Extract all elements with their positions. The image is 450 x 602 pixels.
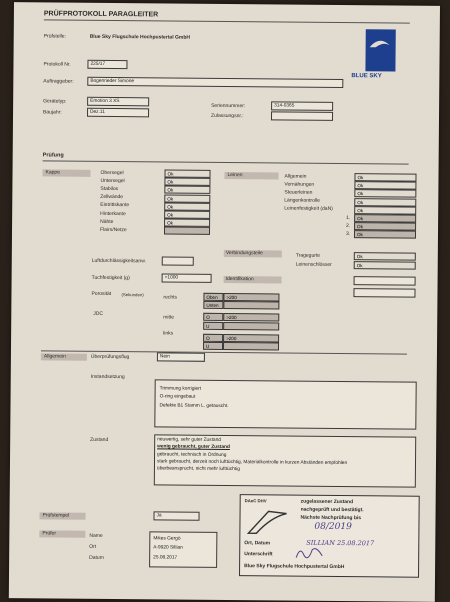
zustand-option: gebraucht, technisch in Ordnung: [157, 451, 227, 458]
pruefer-box: [149, 531, 217, 568]
auftraggeber-label: Auftraggeber:: [43, 78, 74, 85]
ueberpruefungsflug-label: Überprüfungsflug: [90, 353, 130, 361]
leinen-number: 2.: [346, 222, 351, 229]
leinen-item-label: Steuerleinen: [284, 189, 313, 196]
porositaet-value: [223, 301, 279, 309]
pruefer-ort: A-9920 Sillian: [153, 545, 183, 551]
leinen-item-label: Längenkontrolle: [284, 197, 320, 204]
leinen-item-value: Ok: [354, 181, 416, 190]
pruefer-label: Prüfer: [42, 530, 57, 537]
porositaet-value: >200: [223, 334, 279, 342]
porositaet-value: >200: [223, 313, 279, 321]
geraetetyp-field: Emotion 3 XS: [87, 97, 149, 107]
leinen-number-value: Ok: [354, 231, 416, 240]
ueberpruefungsflug-field: Nein: [157, 352, 205, 361]
zustand-box: [154, 434, 416, 487]
leinen-item-value: Ok: [354, 206, 416, 215]
instandsetzung-label: Instandsetzung: [90, 373, 125, 381]
kappe-item-value: Ok: [164, 178, 210, 186]
ident-field: [354, 276, 416, 286]
signature-icon: [294, 546, 324, 562]
kappe-item-label: Obersegel: [100, 169, 124, 176]
porositaet-value: [223, 322, 279, 330]
porositaet-value: >200: [223, 293, 279, 301]
dhv-glider-icon: [246, 507, 288, 537]
auftraggeber-field: Bogenrieder Simone: [87, 77, 343, 88]
kappe-label: Kappe: [45, 169, 61, 176]
baujahr-label: Baujahr:: [43, 109, 62, 116]
rechts-label: rechts: [163, 294, 178, 301]
glider-icon: [365, 29, 395, 71]
porositaet-value: [223, 342, 279, 350]
stamp-logo-text: DAeC DHV: [244, 498, 267, 504]
allgemein-label: Allgemein: [43, 353, 66, 360]
pruefung-title: Prüfung: [42, 152, 64, 159]
porositaet-side: O: [203, 313, 223, 321]
kappe-item-label: Hinterkante: [100, 210, 126, 217]
tuch-label: Tuchfestigkeit (g): [91, 274, 130, 282]
protokoll-field: 225/17: [87, 60, 127, 69]
porositaet-unit: (Sekunden): [121, 292, 144, 298]
seriennummer-label: Seriennummer:: [211, 102, 246, 110]
verbindungsteile-label: Verbindungsteile: [225, 249, 263, 257]
leinen-numbered-list: [14, 2, 440, 6]
kappe-item-value: Ok: [164, 194, 210, 202]
kappe-item-value: Ok: [164, 210, 210, 218]
stamp-line1: zugelassener Zustand: [300, 498, 354, 506]
kappe-item-value: Ok: [164, 186, 210, 194]
pruefer-datum: 25.08.2017: [153, 554, 178, 561]
stamp-company: Blue Sky Flugschule Hochpustertal GmbH: [244, 563, 345, 571]
links-label: links: [163, 330, 174, 337]
geraetetyp-label: Gerätetyp:: [43, 98, 67, 105]
leinen-list: [14, 2, 440, 6]
datum-label: Datum: [89, 554, 104, 561]
blue-sky-logo: [365, 29, 395, 71]
kappe-list: [14, 2, 440, 6]
ident-label: Identifikation: [225, 275, 254, 283]
kappe-item-label: Untersegel: [100, 177, 125, 184]
leinen-item-label: Vernähungen: [284, 181, 315, 188]
zustand-option: überbeansprucht, nicht mehr lufttüchtig: [156, 466, 240, 473]
zulassung-label: Zulassungsnr.:: [210, 112, 244, 120]
zustand-option-selected: wenig gebraucht, guter Zustand: [157, 444, 230, 451]
unterschrift-label: Unterschrift: [244, 551, 273, 558]
porositaet-table: [14, 2, 440, 6]
ident-field-2: [353, 288, 415, 298]
kappe-item-value: Ok: [164, 202, 210, 210]
luft-field: [162, 256, 194, 265]
mitte-label: mitte: [163, 314, 175, 321]
zustand-label: Zustand: [90, 436, 109, 443]
leinen-item-value: Ok: [354, 190, 416, 199]
jdc-label: JDC: [93, 310, 104, 317]
leinen-item-value: Ok: [354, 173, 416, 182]
approval-stamp: [239, 494, 420, 578]
porositaet-side: U: [203, 342, 223, 350]
leinen-item-value: Ok: [354, 198, 416, 207]
kappe-item-label: Nähte: [100, 218, 114, 225]
porositaet-side: O: [203, 334, 223, 342]
verbindung-list: [14, 2, 440, 6]
instandsetzung-line: Defekte B1 Stamm L. getauscht.: [159, 402, 229, 409]
leinen-item-label: Allgemein: [284, 173, 307, 180]
pruefstelle-value: Blue Sky Flugschule Hochpustertal GmbH: [89, 33, 191, 41]
protocol-sheet: [9, 2, 440, 602]
pruefer-name: Mikes Gergö: [153, 536, 181, 542]
porositaet-side: U: [203, 321, 223, 329]
form-title: PRÜFPROTOKOLL PARAGLEITER: [43, 10, 159, 19]
zulassung-field: [271, 111, 333, 121]
name-label: Name: [89, 532, 103, 539]
kappe-item-label: Eintrittskante: [100, 202, 130, 209]
kappe-item-value: [164, 227, 210, 235]
verbindung-item-value: Ok: [354, 261, 416, 270]
leinen-number-value: Ok: [354, 214, 416, 223]
pruefstempel-field: Ja: [153, 511, 199, 520]
kappe-item-value: Ok: [164, 219, 210, 227]
leinen-number: 3.: [345, 230, 351, 237]
leinen-number: 1.: [346, 214, 351, 221]
porositaet-label: Porosität: [91, 290, 112, 298]
kappe-item-label: Stabilos: [100, 185, 119, 192]
kappe-item-value: Ok: [164, 169, 210, 177]
pruefstelle-label: Prüfstelle:: [43, 33, 66, 40]
porositaet-side: Unten: [203, 301, 223, 309]
luft-label: Luftdurchlässigkeitsanw.: [91, 257, 146, 265]
porositaet-side: Oben: [203, 293, 223, 301]
stamp-line3: Nächste Nachprüfung bis: [300, 514, 362, 522]
pruefstempel-label: Prüfstempel: [42, 512, 70, 519]
ort-datum-label: Ort, Datum: [244, 540, 271, 547]
stamp-line2: nachgeprüft und bestätigt.: [300, 506, 364, 514]
ort-datum-value: SILLIAN 25.08.2017: [306, 538, 375, 548]
zustand-option: neuwertig, sehr guter Zustand: [157, 437, 221, 443]
ort-label: Ort: [89, 543, 97, 550]
stamp-next-date: 08/2019: [314, 521, 352, 533]
verbindung-item-value: Ok: [354, 252, 416, 261]
protokoll-label: Protokoll Nr.: [43, 61, 71, 68]
instandsetzung-line: Trimmung korrigiert: [159, 386, 202, 392]
leinen-number-value: Ok: [354, 222, 416, 231]
logo-text: BLUE SKY: [351, 73, 382, 80]
instandsetzung-box: [154, 379, 416, 429]
verbindung-item-label: Leinenschlösser: [295, 261, 332, 268]
tuch-field: >1000: [162, 273, 212, 282]
kappe-item-label: Flairs/Netze: [99, 226, 127, 234]
leinen-item-label: Leinenfestigkeit (daN): [284, 205, 333, 213]
leinen-label: Leinen: [227, 172, 243, 179]
verbindung-item-label: Tragegurte: [295, 252, 321, 259]
baujahr-field: Dez.11: [87, 108, 149, 118]
kappe-item-label: Zellwände: [100, 193, 124, 201]
instandsetzung-line: O-ring eingebaut: [159, 394, 196, 401]
zustand-option: stark gebraucht, derzeit noch lufttüchtig, Materialkontrolle in kurzen Abständen empfohlen: [156, 459, 348, 466]
seriennummer-field: 314-0365: [271, 101, 333, 111]
